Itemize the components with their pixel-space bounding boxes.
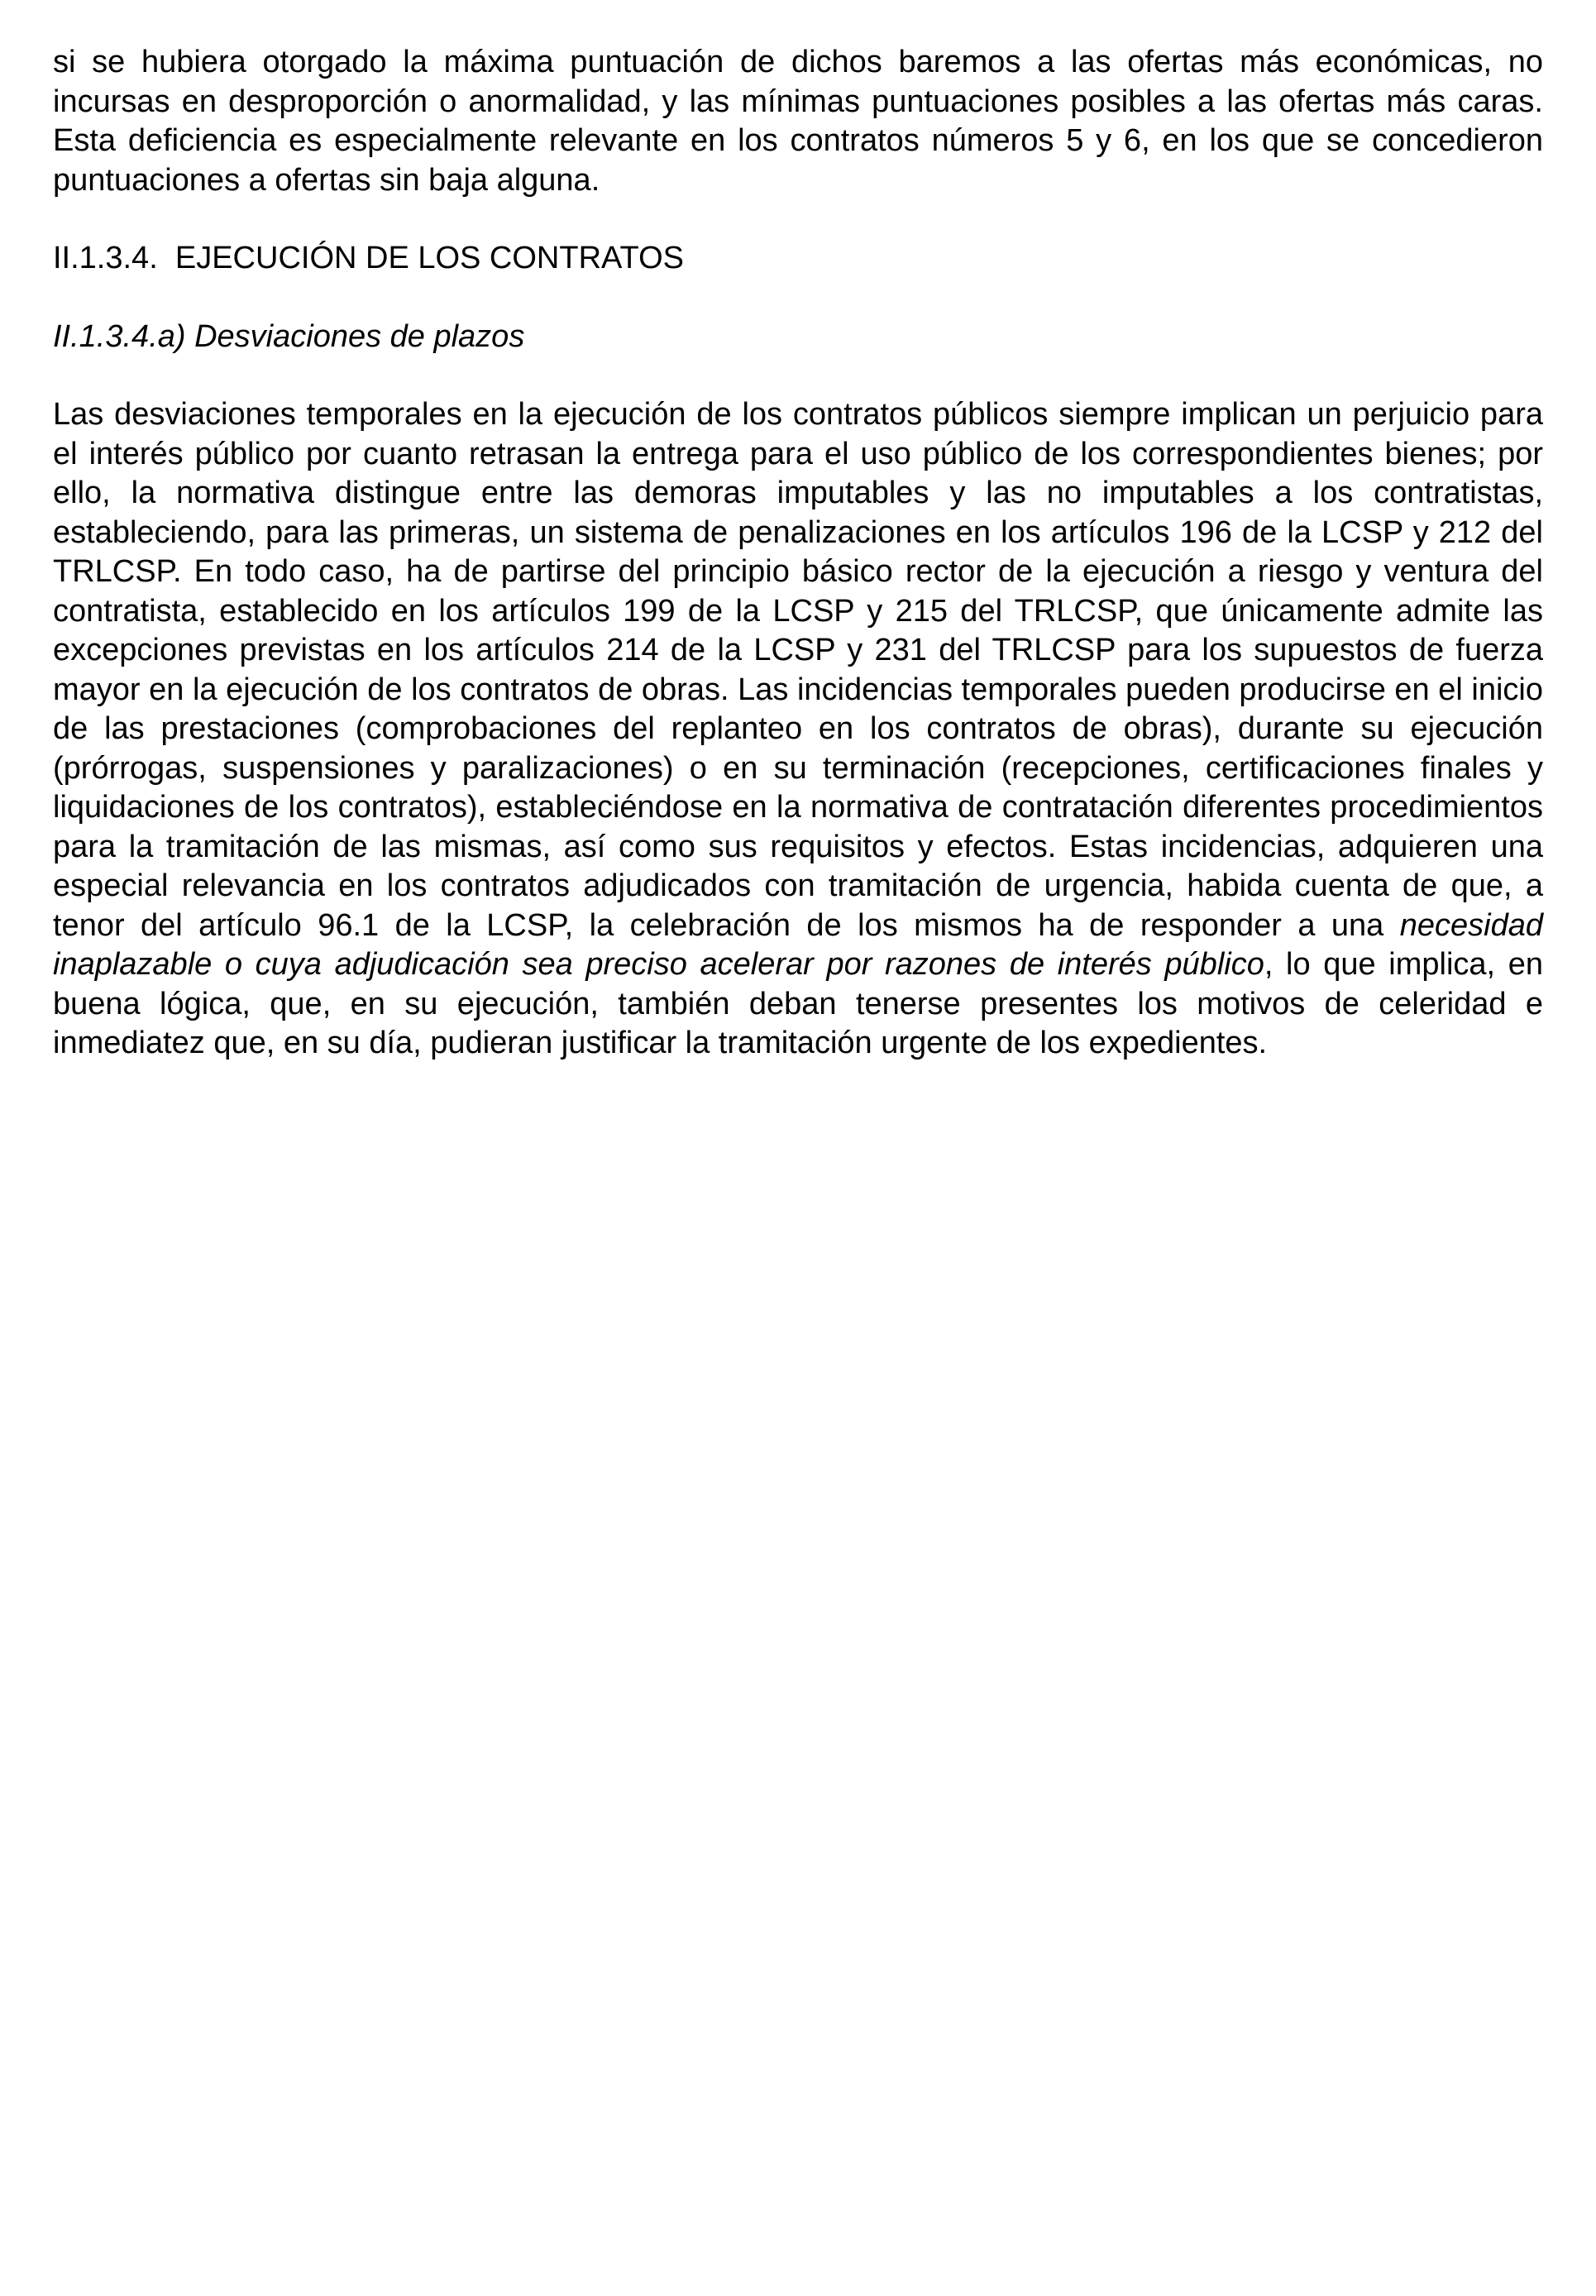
section-heading: II.1.3.4. EJECUCIÓN DE LOS CONTRATOS (53, 241, 684, 275)
subsection-heading: II.1.3.4.a) Desviaciones de plazos (53, 318, 525, 354)
body-text-part1: Las desviaciones temporales en la ejecución de los contratos públicos siempre implican un perjuicio para el interés público por cuanto retrasan la entrega para el uso público de los correspondientes bienes; por ello, la normativa distingue entre las demoras imputables y las no imputables a los contratistas, estableciendo, para las primeras, un sistema de penalizaciones en los artículos 196 de la LCSP y 212 del TRLCSP. En todo caso, ha de partirse del principio básico rector de la ejecución a riesgo y ventura del contratista, establecido en los artículos 199 de la LCSP y 215 del TRLCSP, que únicamente admite las excepciones previstas en los artículos 214 de la LCSP y 231 del TRLCSP para los supuestos de fuerza mayor en la ejecución de los contratos de obras. Las incidencias temporales pueden producirse en el inicio de las prestaciones (comprobaciones del replanteo en los contratos de obras), durante su ejecución (prórrogas, suspensiones y paralizaciones) o en su terminación (recepciones, certificaciones finales y liquidaciones de los contratos), estableciéndose en la normativa de contratación diferentes procedimientos para la tramitación de las mismas, así como sus requisitos y efectos. Estas incidencias, adquieren una especial relevancia en los contratos adjudicados con tramitación de urgencia, habida cuenta de que, a tenor del artículo 96.1 de la LCSP, la celebración de los mismos ha de responder a una (53, 397, 1543, 943)
document-page (53, 43, 1543, 1064)
body-paragraph (53, 395, 1543, 1064)
body-text-part2: , lo que implica, en buena lógica, que, en su ejecución, también deban tenerse presentes los motivos de celeridad e inmediatez que, en su día, pudieran justificar la tramitación urgente de los expedientes. (53, 947, 1544, 1060)
intro-paragraph: si se hubiera otorgado la máxima puntuación de dichos baremos a las ofertas más económicas, no incursas en desproporción o anormalidad, y las mínimas puntuaciones posibles a las ofertas más caras. Esta deficiencia es especialmente relevante en los contratos números 5 y 6, en los que se concedieron puntuaciones a ofertas sin baja alguna. (53, 45, 1543, 198)
body-text-italic-quote: necesidad inaplazable o cuya adjudicación sea preciso acelerar por razones de interés público (53, 907, 1543, 982)
